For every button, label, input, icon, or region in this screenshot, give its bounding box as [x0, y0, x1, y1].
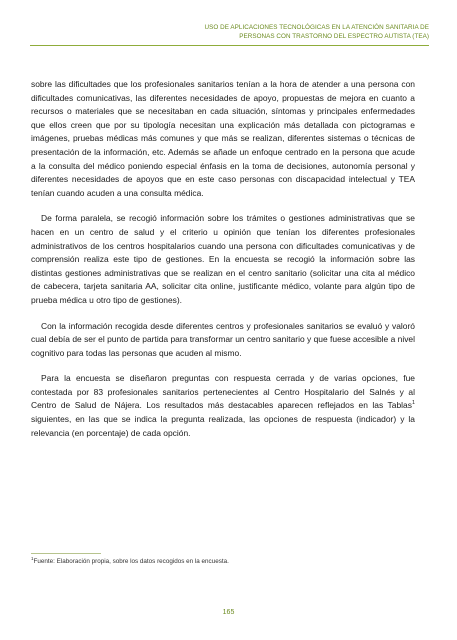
body-text: [31, 78, 415, 452]
footnote-marker: 1: [31, 555, 34, 561]
running-header-line-1: USO DE APLICACIONES TECNOLÓGICAS EN LA ATENCIÓN SANITARIA DE: [204, 24, 429, 31]
footnote-divider: [31, 553, 101, 554]
paragraph-1: sobre las dificultades que los profesionales sanitarios tenían a la hora de atender a una persona con dificultades comunicativas, las diferentes necesidades de apoyo, propuestas de mejora en cuanto a recursos o materiales que se necesitaban en cada situación, síntomas y principales enfermedades que ellos creen que por su tipología necesitan una explicación más detallada con pictogramas e imágenes, pruebas médicas más comunes y que más se realizan, diferentes sistemas o técnicas de presentación de la información, etc. Además se añade un enfoque centrado en la persona que acude a la consulta del médico poniendo especial énfasis en la toma de decisiones, autonomía personal y diferentes necesidades de apoyos que en este caso personas con discapacidad intelectual y TEA tenían cuando acuden a una consulta médica.: [31, 79, 415, 198]
paragraph-4-continuation: siguientes, en las que se indica la pregunta realizada, las opciones de respuesta (indicador) y la relevancia (en porcentaje) de cada opción.: [31, 414, 415, 438]
page-number: 165: [222, 609, 235, 616]
running-header: [205, 23, 430, 41]
paragraph-3: Con la información recogida desde diferentes centros y profesionales sanitarios se evaluó y valoró cual debía de ser el punto de partida para transformar un centro sanitario y que fuese accesible a nivel cognitivo para todas las personas que acuden al mismo.: [31, 320, 415, 358]
footnote-text: Fuente: Elaboración propia, sobre los datos recogidos en la encuesta.: [33, 558, 229, 565]
paragraph-4-text: Para la encuesta se diseñaron preguntas con respuesta cerrada y de varias opciones, fue contestada por 83 profesionales sanitarios pertenecientes al Centro Hospitalario del Salnés y al Centro de Salud de Nájera. Los resultados más destacables aparecen reflejados en las Tablas: [31, 373, 415, 411]
footnote-reference[interactable]: 1: [411, 400, 415, 407]
footnote: [31, 555, 229, 566]
header-divider: [30, 45, 429, 46]
paragraph-2: De forma paralela, se recogió información sobre los trámites o gestiones administrativas que se hacen en un centro de salud y el criterio u opinión que tenían los diferentes profesionales administrativos de los centros hospitalarios cuando una persona con dificultades comunicativas y de comprensión realiza este tipo de gestiones. En la encuesta se recogió la información sobre las distintas gestiones administrativas que se realizan en el centro sanitario (solicitar una cita al médico de cabecera, tarjeta sanitaria AA, solicitar cita online, justificante médico, volante para algún tipo de prueba médica u otro tipo de gestiones).: [31, 213, 415, 305]
paragraph-4: [31, 372, 415, 440]
running-header-line-2: PERSONAS CON TRASTORNO DEL ESPECTRO AUTISTA (TEA): [239, 33, 429, 40]
